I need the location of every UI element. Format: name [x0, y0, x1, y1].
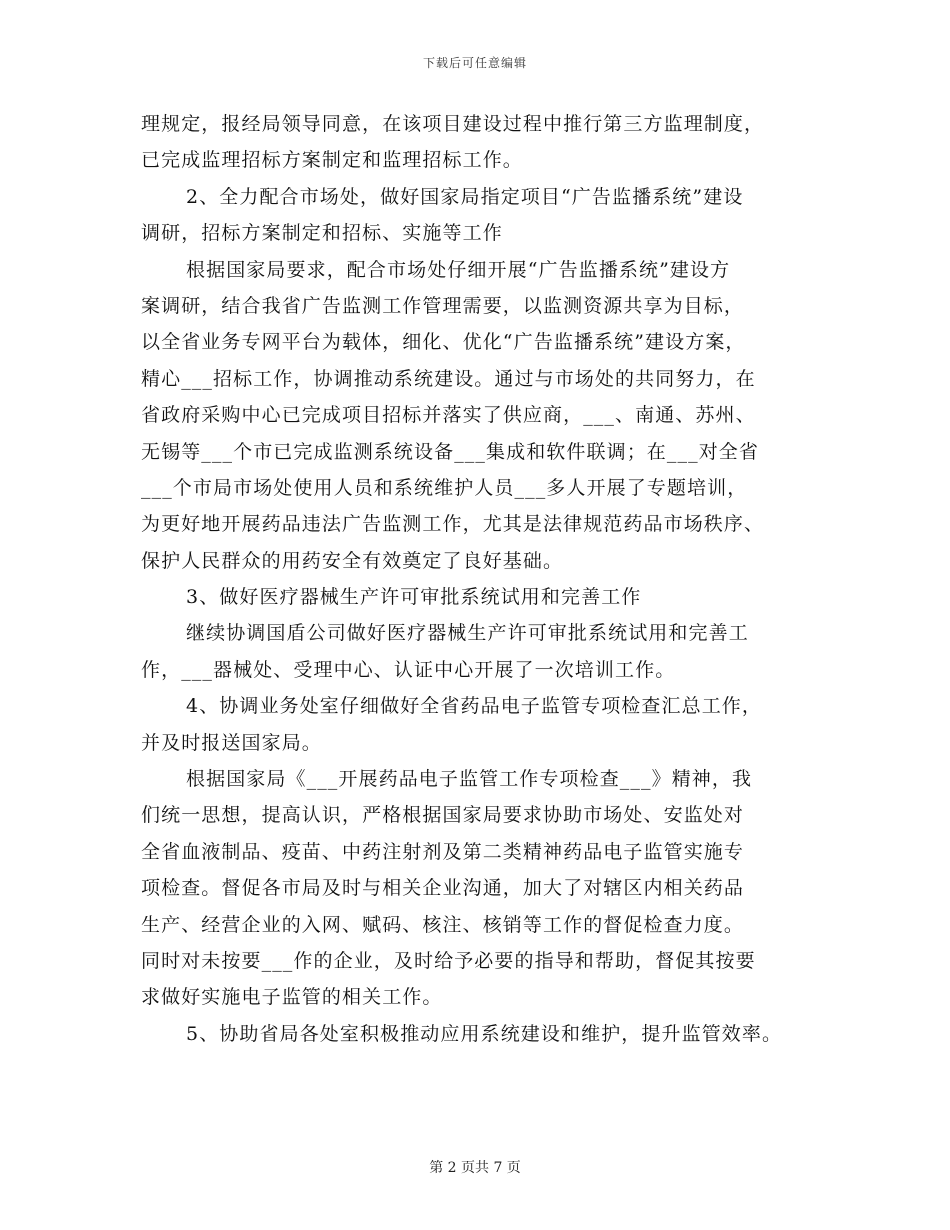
page-header: 下载后可任意编辑	[422, 56, 527, 70]
text-line: 继续协调国盾公司做好医疗器械生产许可审批系统试用和完善工	[186, 622, 749, 645]
text-line: 求做好实施电子监管的相关工作。	[141, 986, 443, 1009]
text-line: 调研，招标方案制定和招标、实施等工作	[141, 222, 503, 245]
text-line: 案调研，结合我省广告监测工作管理需要，以监测资源共享为目标，	[141, 294, 745, 317]
text-line: 已完成监理招标方案制定和监理招标工作。	[141, 149, 523, 172]
text-line: 保护人民群众的用药安全有效奠定了良好基础。	[141, 549, 564, 572]
text-line: 们统一思想，提高认识，严格根据国家局要求协助市场处、安监处对	[141, 804, 745, 827]
text-line: 根据国家局要求，配合市场处仔细开展“广告监播系统”建设方	[186, 258, 731, 281]
text-line: 4、协调业务处室仔细做好全省药品电子监管专项检查汇总工作，	[186, 695, 762, 718]
text-line: 2、全力配合市场处，做好国家局指定项目“广告监播系统”建设	[186, 185, 744, 208]
text-line: 无锡等___个市已完成监测系统设备___集成和软件联调；在___对全省	[141, 440, 760, 463]
page-footer: 第 2 页共 7 页	[429, 1160, 521, 1176]
text-line: 项检查。督促各市局及时与相关企业沟通，加大了对辖区内相关药品	[141, 877, 745, 900]
text-line: 并及时报送国家局。	[141, 731, 322, 754]
text-line: 3、做好医疗器械生产许可审批系统试用和完善工作	[186, 586, 642, 609]
text-line: 根据国家局《___开展药品电子监管工作专项检查___》精神，我	[186, 768, 753, 791]
text-line: 以全省业务专网平台为载体，细化、优化“广告监播系统”建设方案，	[141, 331, 746, 354]
text-line: 理规定，报经局领导同意，在该项目建设过程中推行第三方监理制度，	[141, 113, 765, 135]
text-line: 省政府采购中心已完成项目招标并落实了供应商，___、南通、苏州、	[141, 404, 756, 427]
text-line: 5、协助省局各处室积极推动应用系统建设和维护，提升监管效率。	[186, 1022, 783, 1045]
text-line: 为更好地开展药品违法广告监测工作，尤其是法律规范药品市场秩序、	[141, 513, 765, 536]
text-line: 生产、经营企业的入网、赋码、核注、核销等工作的督促检查力度。	[141, 913, 745, 936]
document-body	[141, 106, 831, 1052]
text-line: ___个市局市场处使用人员和系统维护人员___多人开展了专题培训，	[141, 476, 748, 499]
text-line: 全省血液制品、疫苗、中药注射剂及第二类精神药品电子监管实施专	[141, 840, 745, 863]
text-line: 同时对未按要___作的企业，及时给予必要的指导和帮助，督促其按要	[141, 949, 756, 972]
text-line: 精心___招标工作，协调推动系统建设。通过与市场处的共同努力，在	[141, 367, 756, 390]
text-line: 作，___器械处、受理中心、认证中心开展了一次培训工作。	[141, 658, 676, 681]
